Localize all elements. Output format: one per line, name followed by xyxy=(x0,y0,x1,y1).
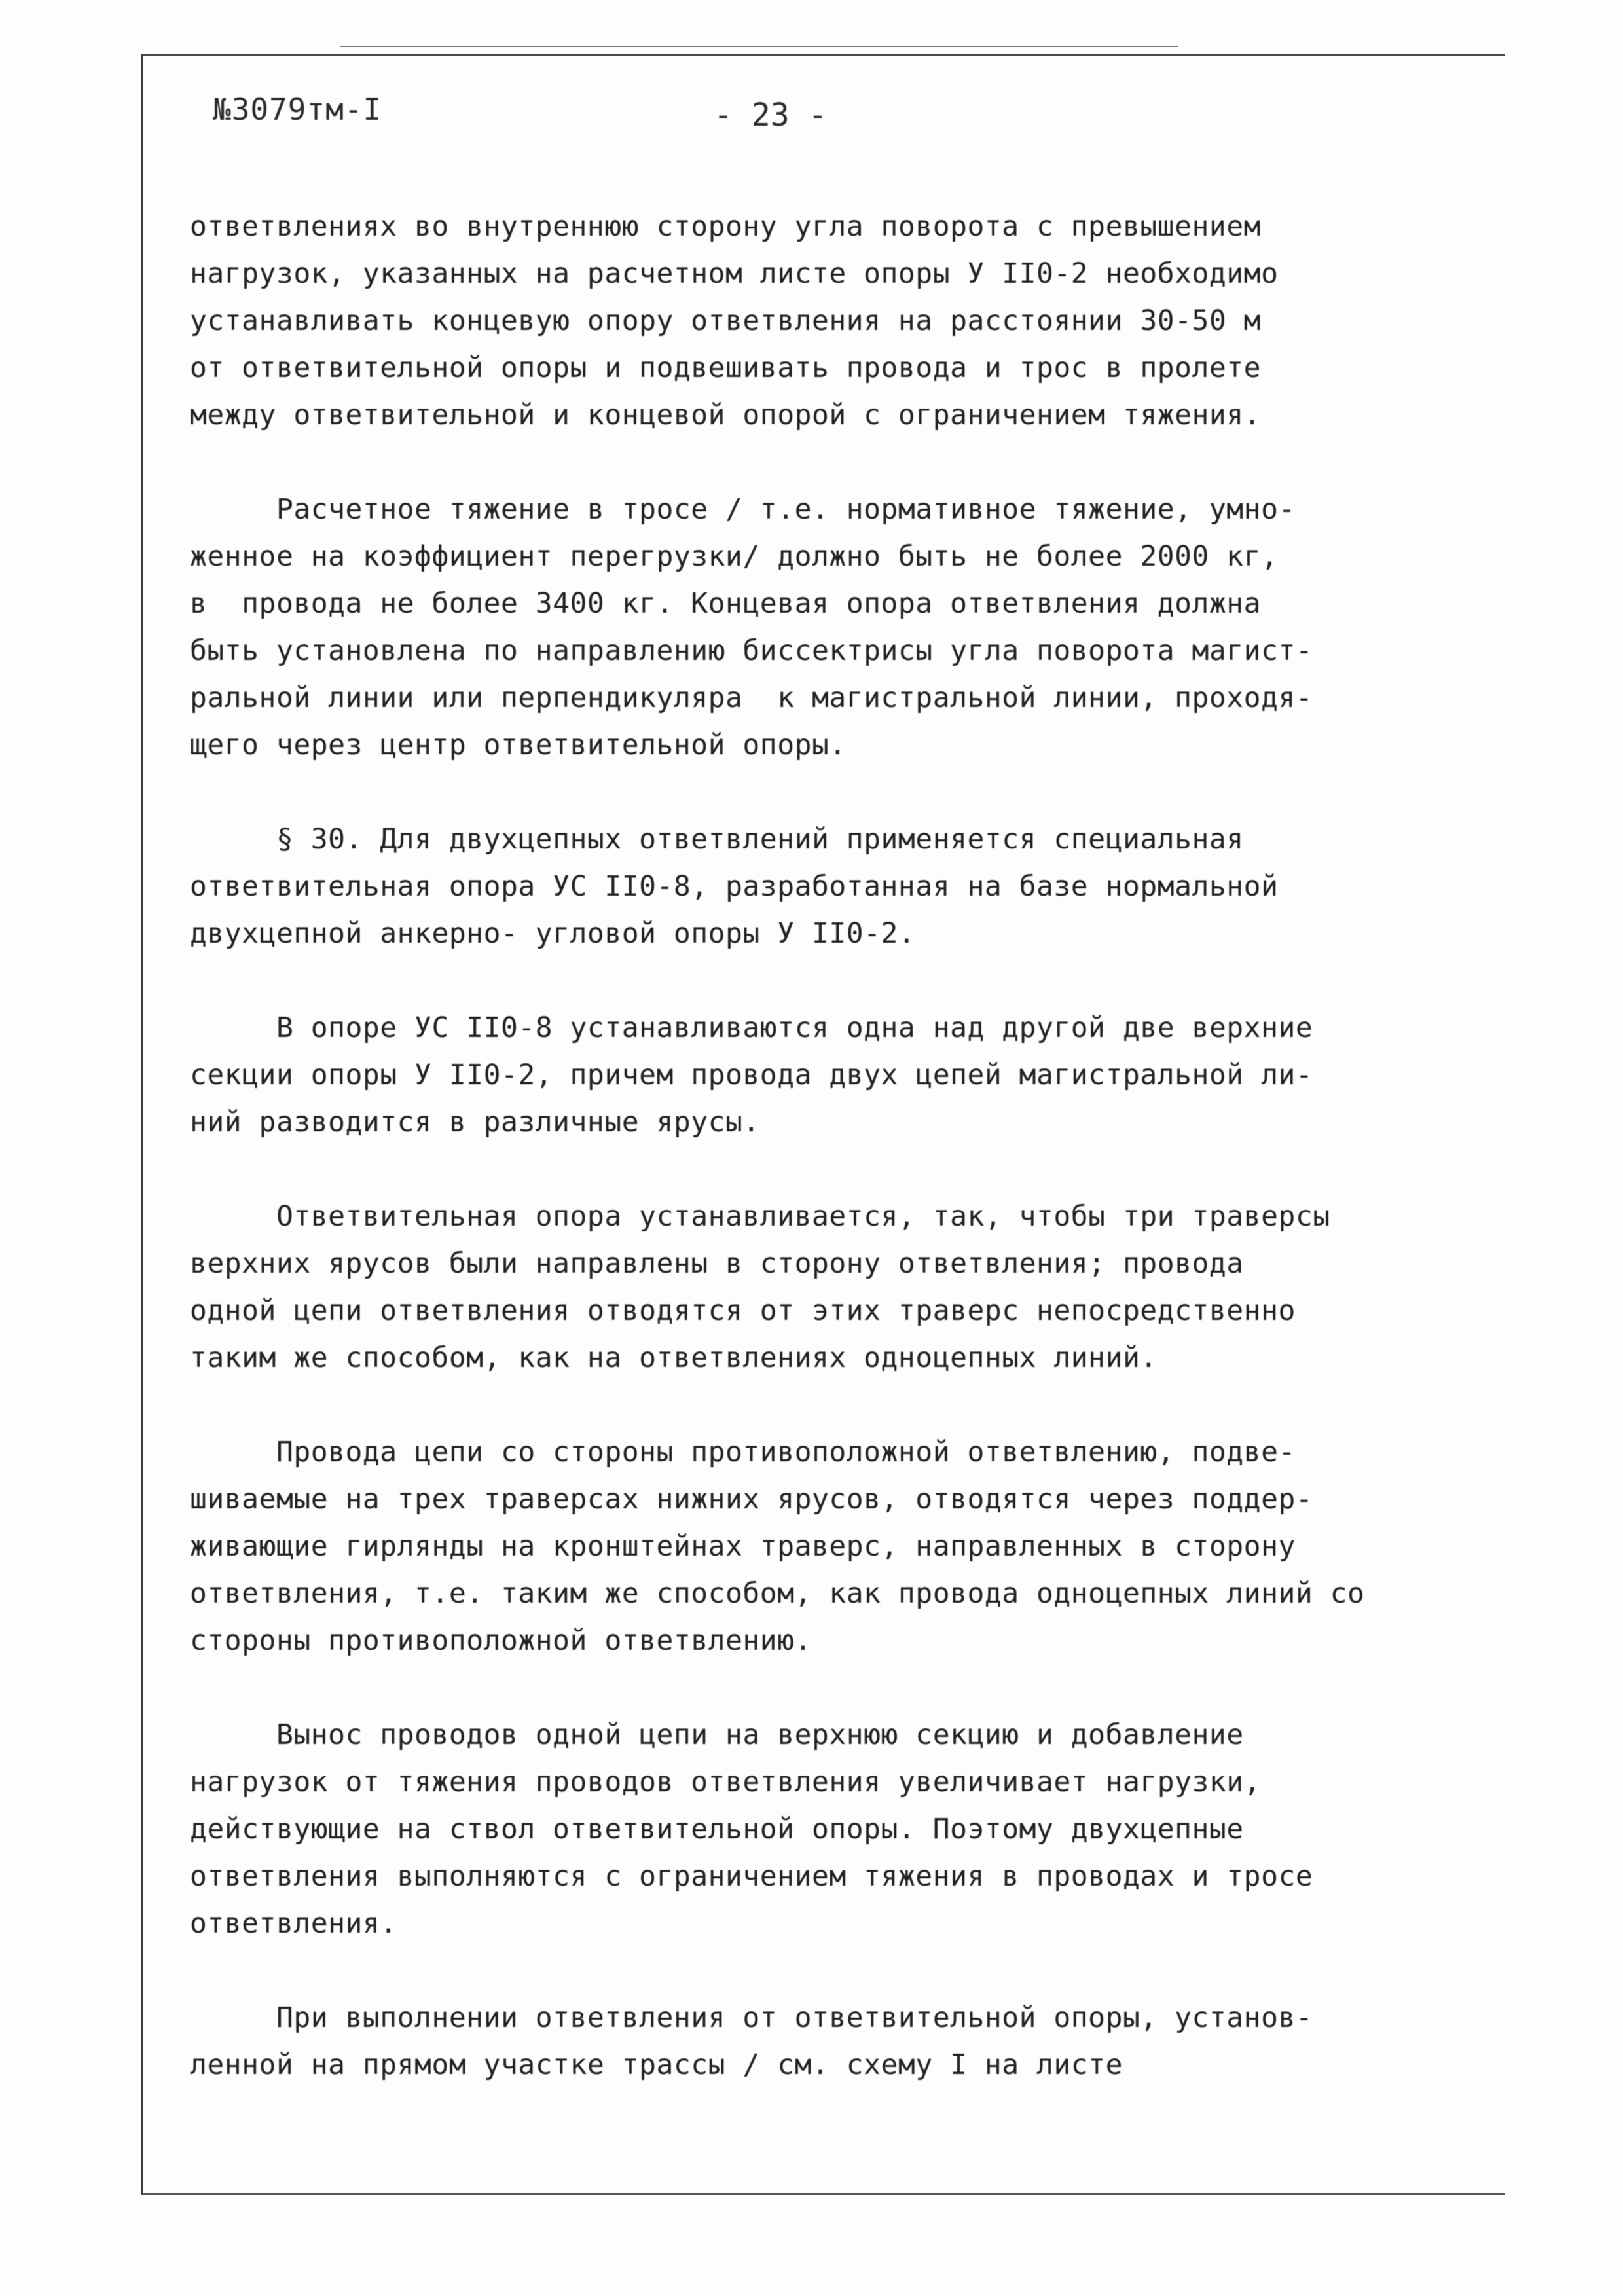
paragraph xyxy=(190,1711,1519,1947)
text-line: Расчетное тяжение в тросе / т.е. нормативное тяжение, умно- xyxy=(190,493,1296,526)
text-line: ответвлениях во внутреннюю сторону угла поворота с превышением xyxy=(190,210,1262,243)
text-line: ний разводится в различные ярусы. xyxy=(190,1106,760,1139)
text-line: таким же способом, как на ответвлениях одноцепных линий. xyxy=(190,1341,1158,1374)
text-line: ральной линии или перпендикуляра к магистральной линии, проходя- xyxy=(190,682,1313,714)
text-line: живающие гирлянды на кронштейнах траверс, направленных в сторону xyxy=(190,1530,1296,1563)
text-line: § 30. Для двухцепных ответвлений применяется специальная xyxy=(190,823,1244,856)
top-rule xyxy=(340,46,1178,47)
text-line: нагрузок от тяжения проводов ответвления увеличивает нагрузки, xyxy=(190,1766,1262,1798)
text-line: Вынос проводов одной цепи на верхнюю секцию и добавление xyxy=(190,1719,1244,1751)
paragraph xyxy=(190,486,1519,769)
text-line: в провода не более 3400 кг. Концевая опора ответвления должна xyxy=(190,587,1262,620)
text-line: В опоре УС II0-8 устанавливаются одна над другой две верхние xyxy=(190,1011,1313,1044)
page-number: - 23 - xyxy=(714,97,828,134)
text-line: двухцепной анкерно- угловой опоры У II0-2. xyxy=(190,917,916,950)
text-line: ответвительная опора УС II0-8, разработанная на базе нормальной xyxy=(190,870,1279,903)
text-line: быть установлена по направлению биссектрисы угла поворота магист- xyxy=(190,634,1313,667)
text-line: При выполнении ответвления от ответвительной опоры, установ- xyxy=(190,2001,1313,2034)
text-line: стороны противоположной ответвлению. xyxy=(190,1624,812,1657)
paragraph xyxy=(190,203,1519,439)
text-line: щего через центр ответвительной опоры. xyxy=(190,729,847,761)
text-line: между ответвительной и концевой опорой с ограничением тяжения. xyxy=(190,399,1262,431)
text-line: секции опоры У II0-2, причем провода двух цепей магистральной ли- xyxy=(190,1059,1313,1091)
text-line: Ответвительная опора устанавливается, так, чтобы три траверсы xyxy=(190,1200,1330,1233)
text-line: Провода цепи со стороны противоположной ответвлению, подве- xyxy=(190,1436,1296,1468)
paragraph xyxy=(190,816,1519,957)
text-line: ответвления. xyxy=(190,1907,397,1940)
text-line: нагрузок, указанных на расчетном листе опоры У II0-2 необходимо xyxy=(190,257,1279,290)
paragraph xyxy=(190,1994,1519,2088)
text-line: одной цепи ответвления отводятся от этих траверс непосредственно xyxy=(190,1294,1296,1327)
document-code: №3079тм-I xyxy=(213,92,382,127)
paragraph xyxy=(190,1004,1519,1146)
text-line: ленной на прямом участке трассы / см. схему I на листе xyxy=(190,2049,1123,2081)
text-line: шиваемые на трех траверсах нижних ярусов, отводятся через поддер- xyxy=(190,1483,1313,1516)
text-line: ответвления выполняются с ограничением тяжения в проводах и тросе xyxy=(190,1860,1313,1893)
text-line: устанавливать концевую опору ответвления на расстоянии 30-50 м xyxy=(190,304,1262,337)
text-line: женное на коэффициент перегрузки/ должно быть не более 2000 кг, xyxy=(190,540,1279,573)
paragraph xyxy=(190,1193,1519,1381)
paragraph xyxy=(190,1429,1519,1664)
text-line: верхних ярусов были направлены в сторону ответвления; провода xyxy=(190,1247,1244,1280)
text-line: ответвления, т.е. таким же способом, как провода одноцепных линий со xyxy=(190,1577,1365,1610)
document-body xyxy=(190,203,1519,2136)
text-line: от ответвительной опоры и подвешивать провода и трос в пролете xyxy=(190,352,1262,384)
text-line: действующие на ствол ответвительной опоры. Поэтому двухцепные xyxy=(190,1813,1244,1846)
